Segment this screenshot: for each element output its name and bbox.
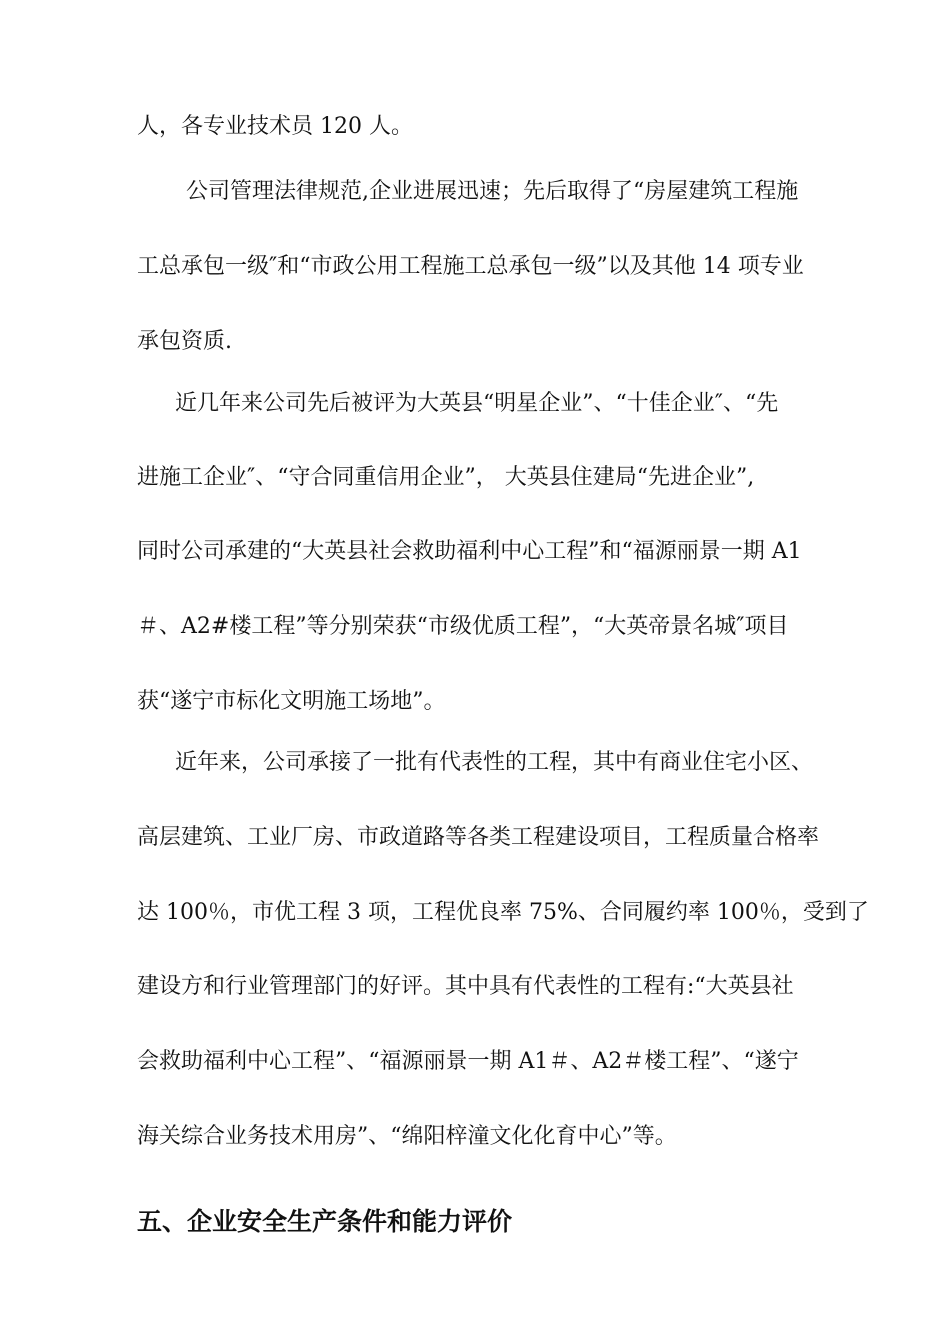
- paragraph-line: 人，各专业技术员 120 人。: [137, 114, 413, 139]
- paragraph-line: 达 100％，市优工程 3 项，工程优良率 75%、合同履约率 100％，受到了: [137, 900, 869, 925]
- paragraph-line: 近年来，公司承接了一批有代表性的工程，其中有商业住宅小区、: [175, 750, 814, 775]
- paragraph-line: 建设方和行业管理部门的好评。其中具有代表性的工程有:“大英县社: [137, 974, 794, 999]
- paragraph-line: 进施工企业″、“守合同重信用企业”， 大英县住建局“先进企业”,: [137, 465, 755, 490]
- paragraph-line: 获“遂宁市标化文明施工场地”。: [137, 689, 446, 714]
- section-heading: 五、企业安全生产条件和能力评价: [137, 1207, 513, 1236]
- paragraph-line: 承包资质.: [137, 329, 232, 354]
- paragraph-line: ＃、A2#楼工程”等分别荣获“市级优质工程”，“大英帝景名城″项目: [137, 614, 789, 639]
- paragraph-line: 同时公司承建的“大英县社会救助福利中心工程”和“福源丽景一期 A1: [137, 539, 802, 564]
- paragraph-line: 海关综合业务技术用房”、“绵阳梓潼文化化育中心”等。: [137, 1124, 677, 1149]
- paragraph-line: 会救助福利中心工程”、“福源丽景一期 A1＃、A2＃楼工程”、“遂宁: [137, 1049, 799, 1074]
- paragraph-line: 近几年来公司先后被评为大英县“明星企业”、“十佳企业″、“先: [175, 391, 779, 416]
- paragraph-line: 高层建筑、工业厂房、市政道路等各类工程建设项目，工程质量合格率: [137, 825, 820, 850]
- paragraph-line: 工总承包一级″和“市政公用工程施工总承包一级”以及其他 14 项专业: [137, 254, 804, 279]
- paragraph-line: 公司管理法律规范,企业进展迅速；先后取得了“房屋建筑工程施: [186, 179, 799, 204]
